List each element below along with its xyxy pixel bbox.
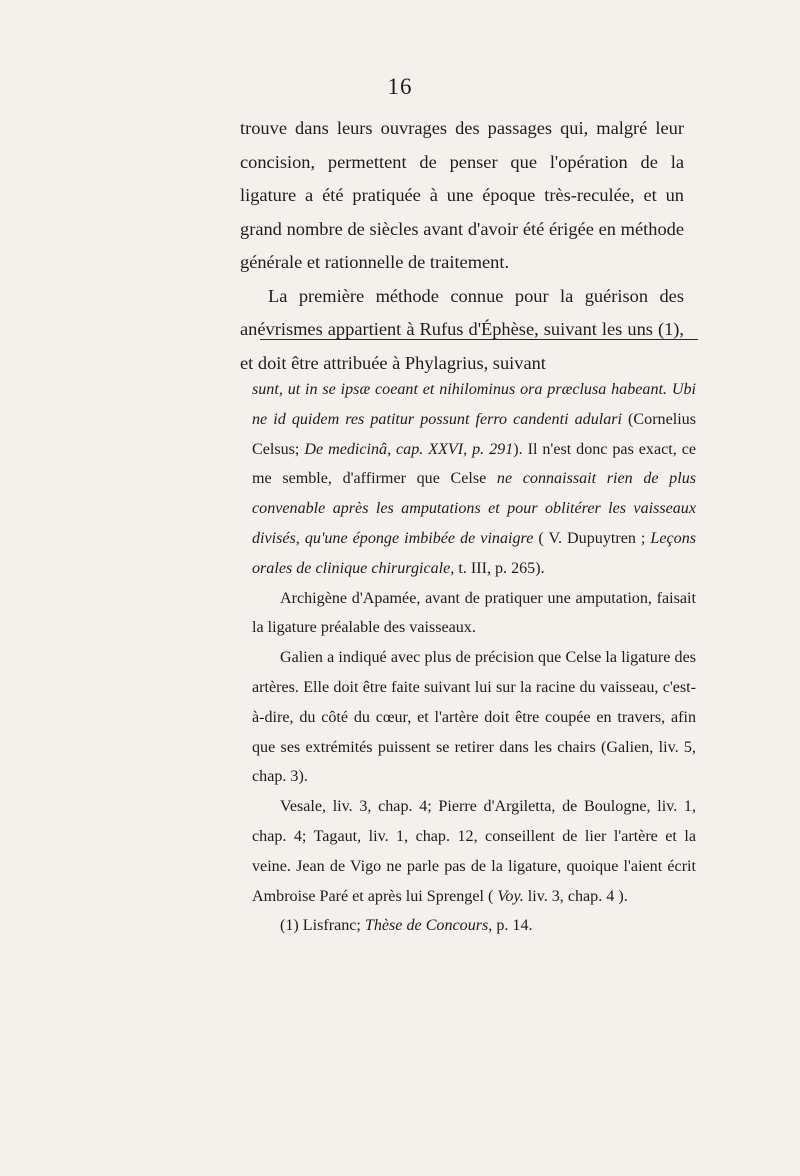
celsus-quote: sunt, ut in se ipsæ coeant et nihilominus ora præclusa habeant. Ubi ne id quidem res patitur possunt ferro candenti adulari (252, 381, 696, 428)
footnote-1 (252, 911, 696, 941)
note-paragraph-3: Galien a indiqué avec plus de précision que Celse la ligature des artères. Elle doit être faite suivant lui sur la racine du vaisseau, c'est-à-dire, du côté du cœur, et l'artère doit être coupée en travers, afin que ses extrémités puissent se retirer dans les chairs (Galien, liv. 5, chap. 3). (252, 649, 696, 786)
note-text: ( V. Dupuytren ; (533, 529, 651, 547)
these-title: Thèse de Concours (364, 917, 489, 935)
note-paragraph-4 (252, 792, 696, 911)
note-text: (1) Lisfranc; (280, 917, 365, 935)
main-paragraph-2: La première méthode connue pour la guérison des anévrismes appartient à Rufus d'Éphèse, suivant les uns (1), et doit être attribuée à Phylagrius, suivant (240, 285, 684, 373)
note-text: ). Il n'est donc pas exact, ce me semble, d'affirmer que Celse (252, 440, 696, 488)
celsus-claim: ne connaissait rien de plus convenable après les amputations et pour oblitérer les vaisseaux divisés, qu'une éponge imbibée de vinaigre (252, 470, 697, 547)
note-text: , p. 14. (488, 917, 533, 935)
celsus-citation: De medicinâ, cap. XXVI, p. 291 (304, 440, 514, 458)
note-paragraph-2: Archigène d'Apamée, avant de pratiquer une amputation, faisait la ligature préalable des vaisseaux. (252, 589, 696, 637)
footnotes (252, 375, 696, 941)
note-text: , t. III, p. 265). (450, 559, 545, 577)
note-text: (Cornelius Celsus; (252, 410, 696, 458)
note-paragraph-1 (252, 375, 696, 584)
main-paragraph-1: trouve dans leurs ouvrages des passages qui, malgré leur concision, permettent de penser que l'opération de la ligature a été pratiquée à une époque très-reculée, et un grand nombre de siècles avant d'avoir été érigée en méthode générale et rationnelle de traitement. (240, 118, 684, 272)
note-text: liv. 3, chap. 4 ). (523, 887, 628, 905)
page-number: 16 (387, 74, 413, 99)
dupuytren-title: Leçons orales de clinique chirurgicale (252, 529, 696, 577)
voy-abbreviation: Voy. (497, 887, 524, 905)
note-text: Vesale, liv. 3, chap. 4; Pierre d'Argiletta, de Boulogne, liv. 1, chap. 4; Tagaut, liv. 1, chap. 12, conseillent de lier l'artère et la veine. Jean de Vigo ne parle pas de la ligature, quoique l'aient écrit Ambroise Paré et après lui Sprengel ( (252, 798, 696, 905)
footnote-separator (260, 339, 698, 340)
